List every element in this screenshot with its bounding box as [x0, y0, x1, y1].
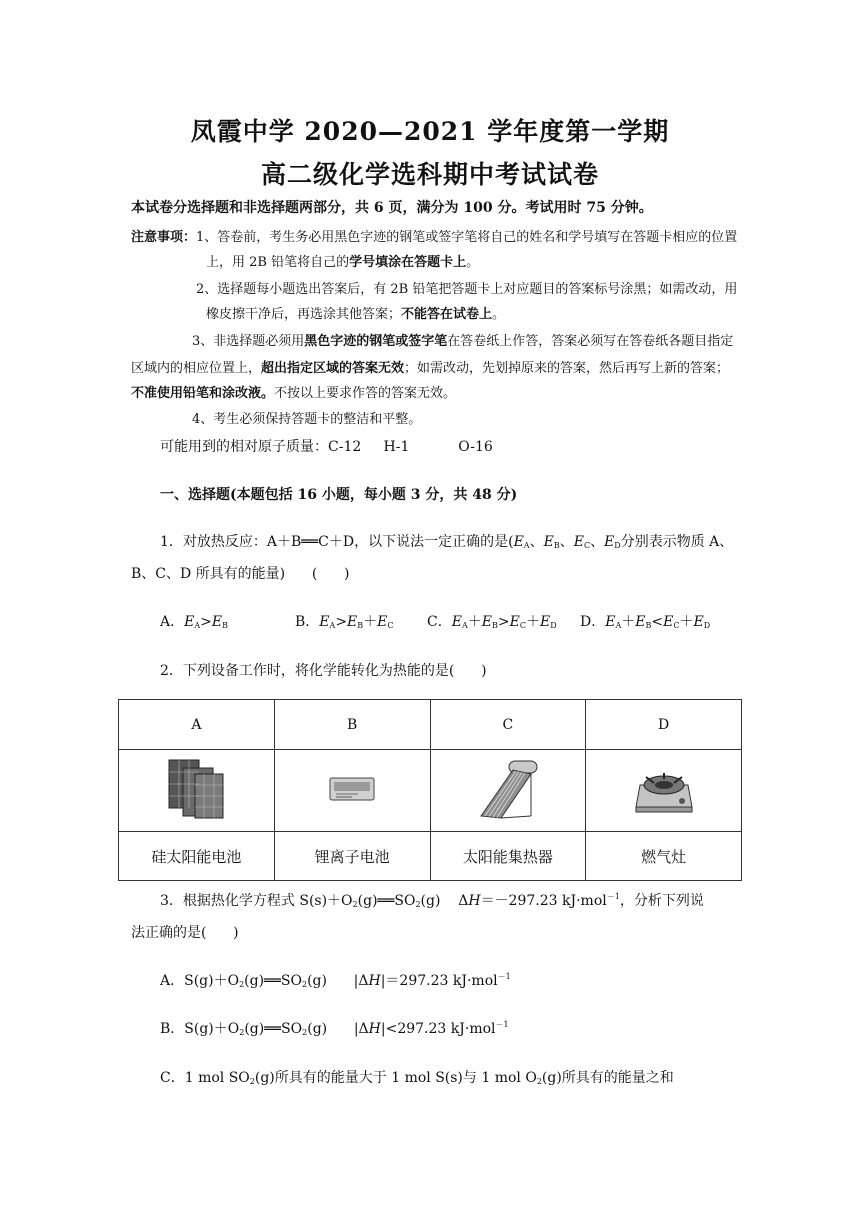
q1-option-d: D．$E_A+E_B<E_C+E_D$	[580, 614, 711, 630]
note-3-line3	[131, 382, 456, 401]
q2-label-a: 硅太阳能电池	[119, 832, 275, 881]
q3-option-c-sub1: 2	[249, 1077, 255, 1086]
solar-water-heater-image	[475, 758, 541, 820]
q3-option-c-text3: (g)所具有的能量之和	[541, 1070, 674, 1086]
exam-title-line2: 高二级化学选科期中考试试卷	[260, 160, 599, 189]
note-3-emphasis3: 不准使用铅笔和涂改液。	[131, 386, 275, 401]
q3-option-b-text1: B．S(g)＋O	[160, 1021, 240, 1037]
exam-intro: 本试卷分选择题和非选择题两部分，共 6 页，满分为 100 分。考试用时 75 分钟。	[131, 200, 653, 216]
exam-title-line1: 凤霞中学 2020—2021 学年度第一学期	[190, 117, 670, 146]
q3-exponent: －1	[606, 892, 620, 901]
note-3-emphasis2: 超出指定区域的答案无效	[261, 361, 405, 376]
q2-label-d: 燃气灶	[586, 832, 742, 881]
note-3-text1: 3、非选择题必须用	[192, 334, 305, 349]
q1-option-b: B．$E_A>E_B+E_C$	[295, 614, 394, 630]
q3-text-a: 3．根据热化学方程式 S(s)＋O	[160, 893, 353, 909]
atomic-masses: 可能用到的相对原子质量：C-12 H-1 O-16	[160, 439, 493, 455]
note-1-end: 。	[466, 255, 480, 270]
q2-image-cell-a	[119, 750, 275, 832]
q3-option-b	[160, 1018, 509, 1038]
q3-option-b-sub2: 2	[302, 1028, 308, 1037]
lithium-battery-image	[328, 774, 376, 804]
q2-label-c: 太阳能集热器	[430, 832, 586, 881]
q3-sub-o2: 2	[352, 900, 358, 909]
note-2-line1: 2、选择题每小题选出答案后，有 2B 铅笔把答题卡上对应题目的答案标号涂黑；如需改动，用	[196, 282, 738, 297]
q3-sub-so2: 2	[415, 900, 421, 909]
q3-option-b-text2: (g)══SO	[244, 1021, 303, 1037]
q3-option-a-text2: (g)══SO	[244, 973, 302, 989]
q2-image-cell-c	[430, 750, 586, 832]
q1-stem-text2: 分别表示物质 A、	[620, 534, 734, 550]
q2-image-cell-d	[586, 750, 742, 832]
q2-col-c: C	[430, 700, 586, 750]
note-3-text2: 在答卷纸上作答，答案必须写在答卷纸各题目指定	[447, 334, 734, 349]
gas-stove-image	[634, 763, 694, 815]
q3-option-c	[160, 1067, 674, 1087]
q2-col-a: A	[119, 700, 275, 750]
q3-text-f: ，分析下列说	[619, 893, 704, 909]
q3-option-a-sub2: 2	[301, 980, 308, 989]
note-3-emphasis1: 黑色字迹的钢笔或签字笔	[304, 334, 448, 349]
q2-col-d: D	[586, 700, 742, 750]
q1-option-d-label: D．	[580, 614, 606, 630]
note-2-text2: 橡皮擦干净后，再选涂其他答案；	[206, 307, 402, 322]
q3-stem-line2: 法正确的是( )	[131, 925, 239, 941]
q3-stem-line1	[160, 890, 704, 910]
note-4: 4、考生必须保持答题卡的整洁和平整。	[192, 412, 422, 427]
q1-stem-line1: 1．对放热反应：A＋B══C＋D，以下说法一定正确的是($E_A$、$E_B$、$E_C$、$E_D$分别表示物质 A、	[160, 534, 734, 550]
q2-col-b: B	[274, 700, 430, 750]
q2-device-table	[118, 699, 742, 881]
q1-option-c-label: C．	[427, 614, 452, 630]
note-1-text2: 上，用 2B 铅笔将自己的	[206, 255, 350, 270]
q1-stem-line2: B、C、D 所具有的能量) ( )	[131, 566, 350, 582]
q3-option-b-h: H	[368, 1021, 381, 1037]
q3-text-b: (g)══SO	[357, 893, 416, 909]
q3-option-c-text1: C．1 mol SO	[160, 1070, 250, 1086]
q1-option-a-label: A．	[160, 614, 185, 630]
q3-option-a	[160, 970, 511, 990]
q3-option-c-sub2: 2	[536, 1077, 542, 1086]
section-heading: 一、选择题(本题包括 16 小题，每小题 3 分，共 48 分)	[160, 487, 518, 503]
q2-image-cell-b	[274, 750, 430, 832]
q1-option-b-label: B．	[295, 614, 320, 630]
q3-option-a-text1: A．S(g)＋O	[160, 973, 240, 989]
q3-option-a-h: H	[368, 973, 381, 989]
q3-text-c: (g) Δ	[420, 893, 469, 909]
q2-stem: 2．下列设备工作时，将化学能转化为热能的是( )	[160, 663, 487, 679]
notes-label: 注意事项：	[131, 230, 197, 245]
q3-option-a-exp: －1	[497, 972, 511, 981]
q3-option-c-text2: (g)所具有的能量大于 1 mol S(s)与 1 mol O	[254, 1070, 537, 1086]
q3-option-b-sub1: 2	[239, 1028, 245, 1037]
q1-option-a: A．$E_A>E_B$	[160, 614, 228, 630]
q3-option-b-exp: －1	[495, 1020, 509, 1029]
q3-text-e: ＝－297.23 kJ·mol	[480, 893, 607, 909]
note-1-emphasis: 学号填涂在答题卡上	[349, 255, 467, 270]
note-3-text4: ；如需改动，先划掉原来的答案，然后再写上新的答案；	[404, 361, 730, 376]
q1-option-c: C．$E_A+E_B>E_C+E_D$	[427, 614, 557, 630]
note-3-line1	[192, 330, 733, 349]
note-1-line1	[131, 226, 737, 245]
q3-option-a-text4: |＝297.23 kJ·mol	[380, 973, 498, 989]
solar-panel-image	[167, 758, 225, 820]
note-1-line2	[206, 251, 479, 270]
note-2-emphasis: 不能答在试卷上	[401, 307, 493, 322]
q3-option-b-text3: (g) |Δ	[307, 1021, 369, 1037]
q3-h-symbol: H	[468, 893, 481, 909]
q2-label-b: 锂离子电池	[274, 832, 430, 881]
note-2-line2	[206, 303, 505, 322]
note-1-text: 1、答卷前，考生务必用黑色字迹的钢笔或签字笔将自己的姓名和学号填写在答题卡相应的位置	[196, 230, 738, 245]
note-2-end: 。	[492, 307, 506, 322]
note-3-text3: 区域内的相应位置上，	[131, 361, 262, 376]
q3-option-a-sub1: 2	[239, 980, 245, 989]
q3-option-b-text4: |<297.23 kJ·mol	[380, 1021, 496, 1037]
note-3-text5: 不按以上要求作答的答案无效。	[274, 386, 457, 401]
q3-option-a-text3: (g) |Δ	[307, 973, 369, 989]
note-3-line2	[131, 357, 729, 376]
q1-stem-text: 1．对放热反应：A＋B══C＋D，以下说法一定正确的是(	[160, 534, 514, 550]
